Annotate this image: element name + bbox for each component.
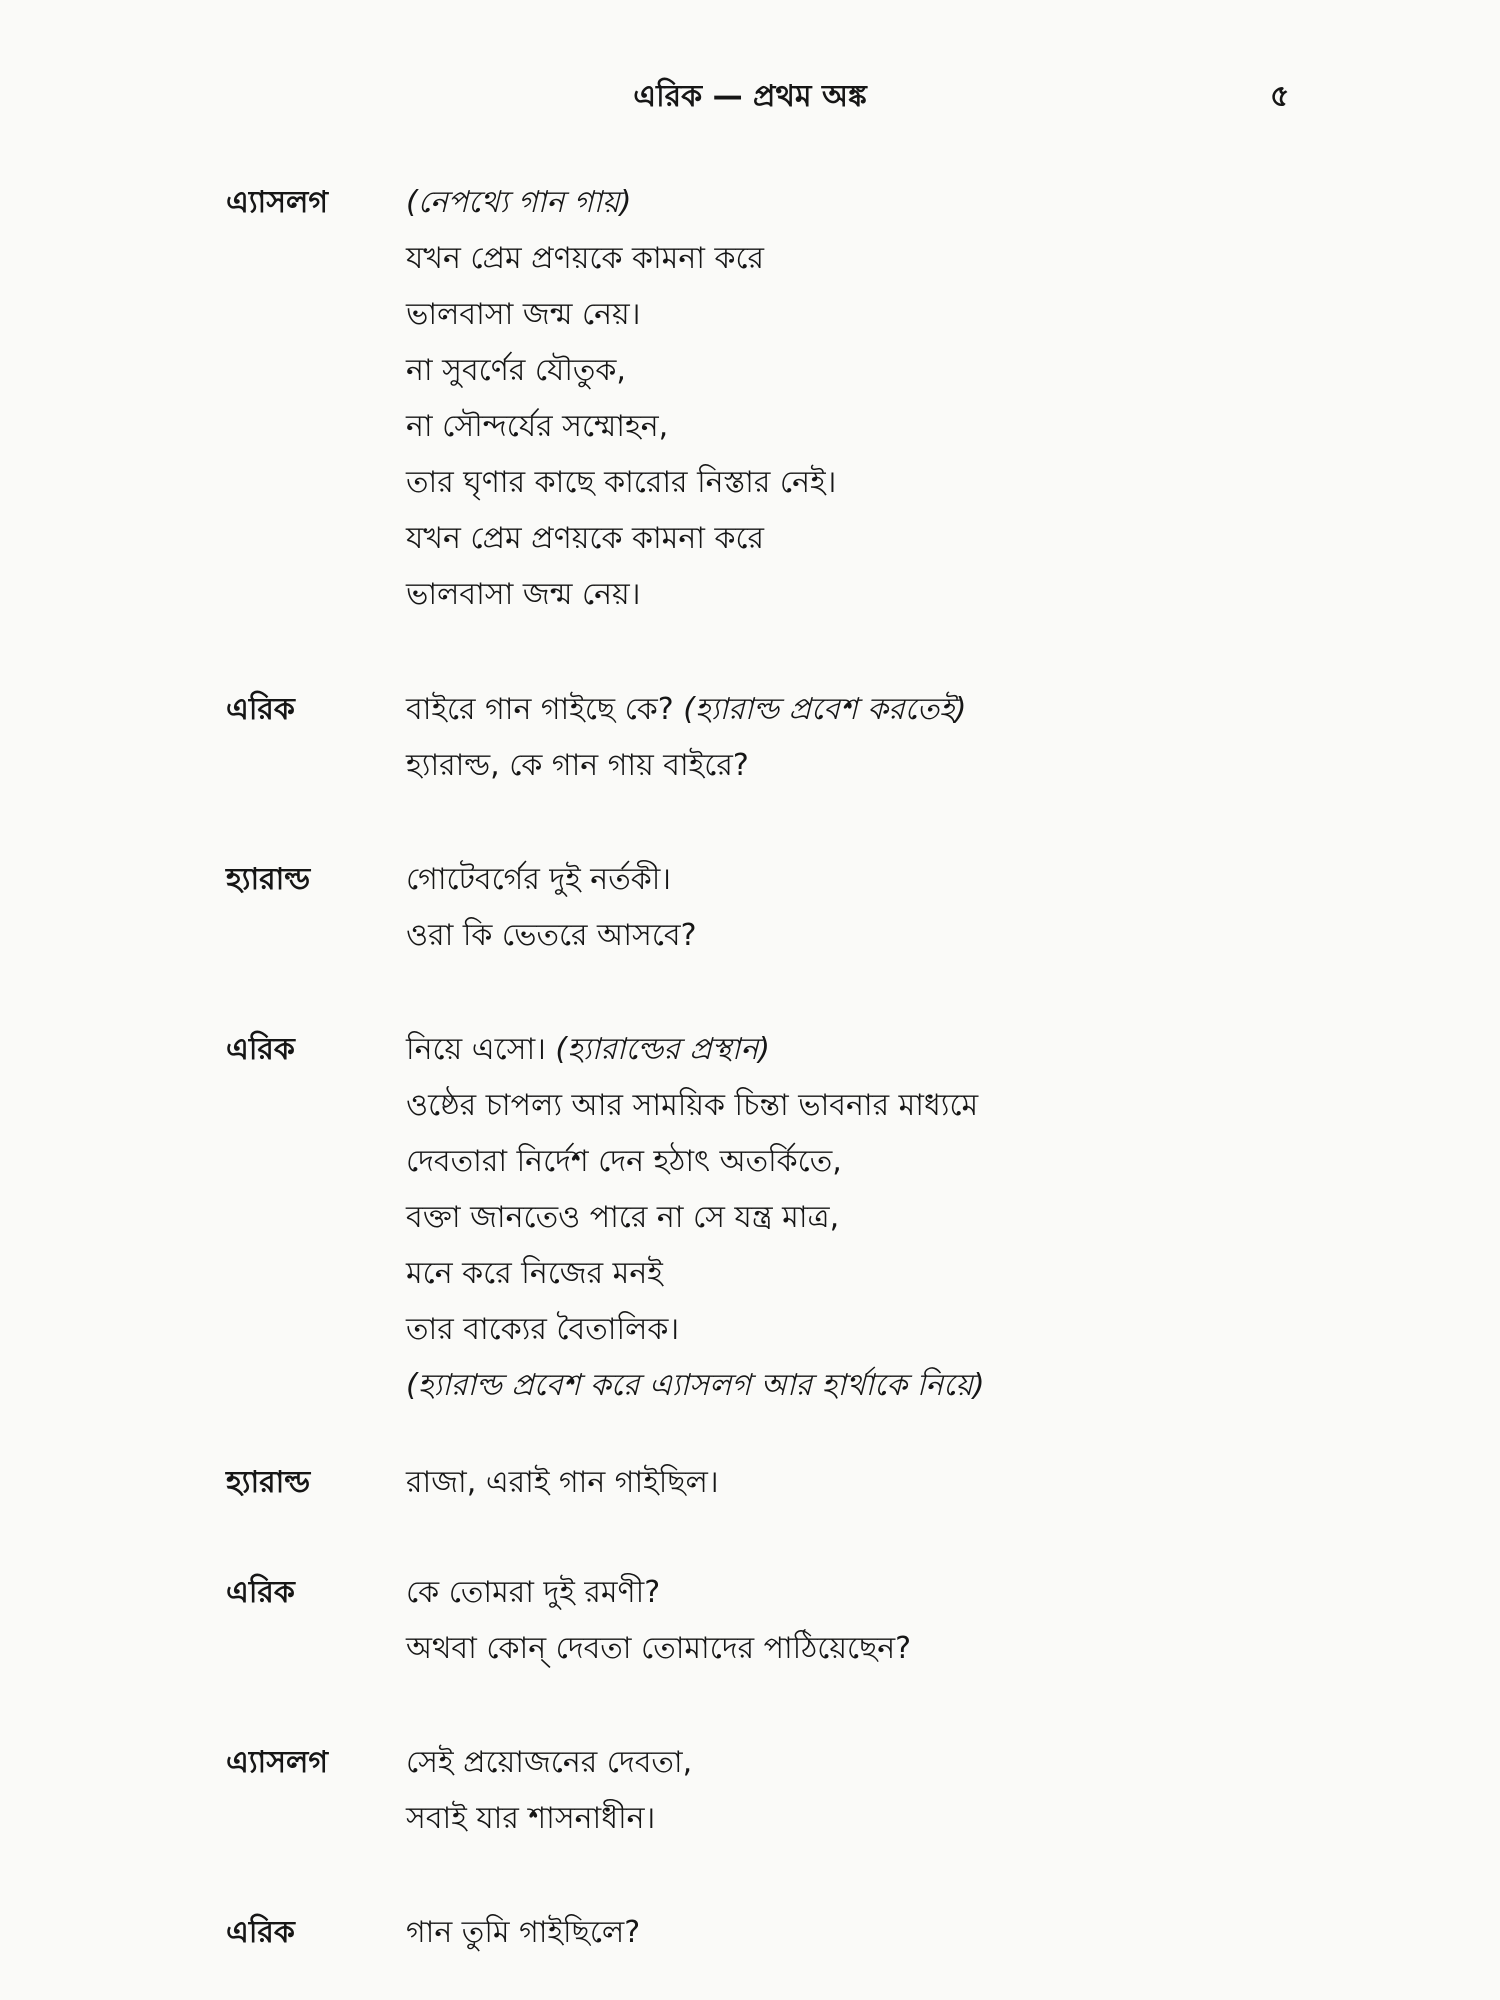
dialogue-line: গান তুমি গাইছিলে? <box>406 1915 641 1950</box>
dialogue-line: যখন প্রেম প্রণয়কে কামনা করে <box>406 241 765 276</box>
speaker-name: এ্যাসলগ <box>226 1745 329 1780</box>
dialogue-lines <box>406 682 966 794</box>
stage-direction: (নেপথ্যে গান গায়) <box>406 185 632 220</box>
dialogue-line: না সৌন্দর্যের সম্মোহন, <box>406 409 669 444</box>
dialogue-lines <box>406 1905 640 1961</box>
dialogue-lines <box>406 1022 985 1414</box>
dialogue-line: ভালবাসা জন্ম নেয়। <box>406 297 641 332</box>
speaker-name: হ্যারাল্ড <box>226 862 311 897</box>
speaker-name: এ্যাসলগ <box>226 185 329 220</box>
dialogue-line: ভালবাসা জন্ম নেয়। <box>406 577 641 612</box>
dialogue-line: অথবা কোন্ দেবতা তোমাদের পাঠিয়েছেন? <box>406 1631 912 1666</box>
speaker-name: এরিক <box>226 692 295 727</box>
dialogue-line <box>406 1022 985 1078</box>
dialogue-line <box>406 175 836 231</box>
dialogue-line: সেই প্রয়োজনের দেবতা, <box>406 1745 693 1780</box>
speaker-name: এরিক <box>226 1915 295 1950</box>
dialogue-line: ওষ্ঠের চাপল্য আর সাময়িক চিন্তা ভাবনার মাধ্যমে <box>406 1088 979 1123</box>
dialogue-line <box>406 682 966 738</box>
dialogue-line: যখন প্রেম প্রণয়কে কামনা করে <box>406 521 765 556</box>
dialogue-lines <box>406 1735 692 1847</box>
dialogue-lines <box>406 1565 911 1677</box>
dialogue-line: তার বাক্যের বৈতালিক। <box>406 1312 680 1347</box>
page-number: ৫ <box>1270 79 1290 114</box>
dialogue-lines <box>406 1455 719 1511</box>
dialogue-line: বক্তা জানতেও পারে না সে যন্ত্র মাত্র, <box>406 1200 840 1235</box>
dialogue-lines <box>406 175 836 623</box>
line-text: বাইরে গান গাইছে কে? <box>406 692 684 727</box>
dialogue-line: দেবতারা নির্দেশ দেন হঠাৎ অতর্কিতে, <box>406 1144 842 1179</box>
stage-direction: (হ্যারাল্ড প্রবেশ করে এ্যাসলগ আর হার্থাকে নিয়ে) <box>406 1368 985 1403</box>
dialogue-lines <box>406 852 697 964</box>
dialogue-line: কে তোমরা দুই রমণী? <box>406 1575 661 1610</box>
running-header: এরিক — প্রথম অঙ্ক <box>633 79 867 114</box>
speaker-name: হ্যারাল্ড <box>226 1465 311 1500</box>
stage-direction: (হ্যারাল্ড প্রবেশ করতেই) <box>683 692 967 727</box>
dialogue-line: হ্যারাল্ড, কে গান গায় বাইরে? <box>406 748 749 783</box>
dialogue-line: মনে করে নিজের মনই <box>406 1256 663 1291</box>
dialogue-line: রাজা, এরাই গান গাইছিল। <box>406 1465 719 1500</box>
speaker-name: এরিক <box>226 1575 295 1610</box>
stage-direction: (হ্যারাল্ডের প্রস্থান) <box>555 1032 770 1067</box>
dialogue-line: তার ঘৃণার কাছে কারোর নিস্তার নেই। <box>406 465 837 500</box>
dialogue-line: সবাই যার শাসনাধীন। <box>406 1801 656 1836</box>
dialogue-line <box>406 1358 985 1414</box>
dialogue-line: ওরা কি ভেতরে আসবে? <box>406 918 697 953</box>
speaker-name: এরিক <box>226 1032 295 1067</box>
dialogue-line: গোটেবর্গের দুই নর্তকী। <box>406 862 672 897</box>
dialogue-line: না সুবর্ণের যৌতুক, <box>406 353 626 388</box>
line-text: নিয়ে এসো। <box>406 1032 556 1067</box>
